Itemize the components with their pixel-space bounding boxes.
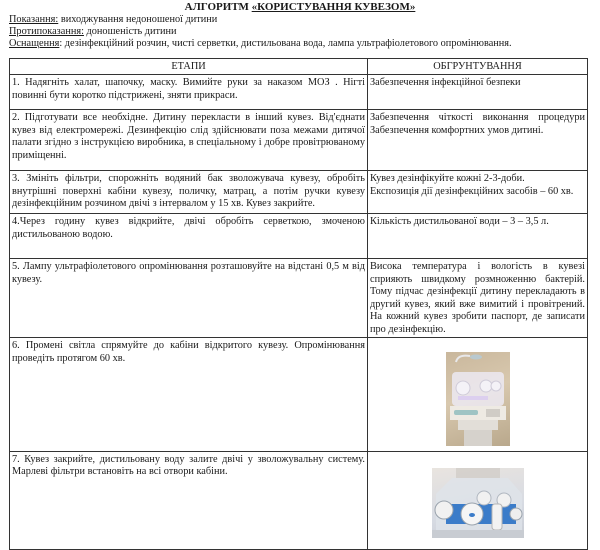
table-row (10, 214, 588, 259)
step-cell: 2. Підготувати все необхідне. Дитину перекласти в інший кувез. Від'єднати кувез від електромережі. Дезинфекцію слід здійснювати поза межами дитячої палати згідно з інструкцією виробника, в спеціальному і добре провітрюваному приміщенні. (10, 110, 368, 171)
header-rationale: ОБГРУНТУВАННЯ (368, 59, 588, 75)
indications-text: виходжування недоношеної дитини (58, 14, 218, 25)
table-row (10, 171, 588, 214)
rationale-cell (368, 171, 588, 214)
rationale-line: Експозиція дії дезінфекційних засобів – 60 хв. (370, 185, 574, 197)
contraindications-line (9, 26, 177, 38)
step-cell: 5. Лампу ультрафіолетового опромінювання розташовуйте на відстані 0,5 м від кувезу. (10, 259, 368, 338)
title-prefix: АЛГОРИТМ (184, 1, 252, 13)
table-row (10, 338, 588, 452)
document-title (0, 1, 600, 13)
table-header-row (10, 59, 588, 75)
table-row (10, 451, 588, 549)
rationale-cell: Забезпечення чіткості виконання процедури Забезпечення комфортних умов дитині. (368, 110, 588, 171)
table-row (10, 259, 588, 338)
contraindications-text: доношеність дитини (83, 26, 177, 37)
step-cell: 6. Промені світла спрямуйте до кабіни відкритого кувезу. Опромінювання проведіть протягом 60 хв. (10, 338, 368, 452)
contraindications-label: Протипоказання: (9, 26, 84, 37)
rationale-cell: Кількість дистильованої води – 3 – 3,5 л. (368, 214, 588, 259)
rationale-image-cell (368, 451, 588, 549)
indications-label: Показання: (9, 14, 59, 25)
equipment-line (9, 38, 512, 50)
incubator-photo-closed (432, 468, 524, 538)
algorithm-table (9, 58, 588, 550)
title-main: «КОРИСТУВАННЯ КУВЕЗОМ» (251, 1, 416, 13)
step-cell: 7. Кувез закрийте, дистильовану воду залите двічі у зволожувальну систему. Марлеві фільтри встановіть на всі отвори кабіни. (10, 451, 368, 549)
step-cell: 3. Змініть фільтри, спорожніть водяний бак зволожувача кувезу, обробіть внутрішні поверхні кабіни кувезу, поличку, матрац, а потім ручки кувезу дезінфекційним розчином двічі з інтервалом у 15 хв. Кувез закрийте. (10, 171, 368, 214)
rationale-image-cell (368, 338, 588, 452)
table-row (10, 75, 588, 110)
header-steps: ЕТАПИ (10, 59, 368, 75)
rationale-line: Кувез дезінфікуйте кожні 2-3-доби. (370, 173, 525, 184)
rationale-cell: Забезпечення інфекційної безпеки (368, 75, 588, 110)
incubator-photo-open (446, 352, 510, 446)
step-cell: 1. Надягніть халат, шапочку, маску. Вимийте руки за наказом МОЗ . Нігті повинні бути коротко підстрижені, зняти прикраси. (10, 75, 368, 110)
rationale-cell: Висока температура і вологість в кувезі сприяють швидкому розмноженню бактерій. Тому підчас дезінфекції дитину перекладають в другий кувез, який вже вимитий і провітрений. На кожний кувез зробити паспорт, де записати про дезінфекцію. (368, 259, 588, 338)
indications-line (9, 14, 217, 26)
equipment-text: : дезінфекційний розчин, чисті серветки, дистильована вода, лампа ультрафіолетового опромінювання. (59, 38, 512, 49)
step-cell: 4.Через годину кувез відкрийте, двічі обробіть серветкою, змоченою дистильованою водою. (10, 214, 368, 259)
equipment-label: Оснащення (9, 38, 60, 49)
table-row (10, 110, 588, 171)
